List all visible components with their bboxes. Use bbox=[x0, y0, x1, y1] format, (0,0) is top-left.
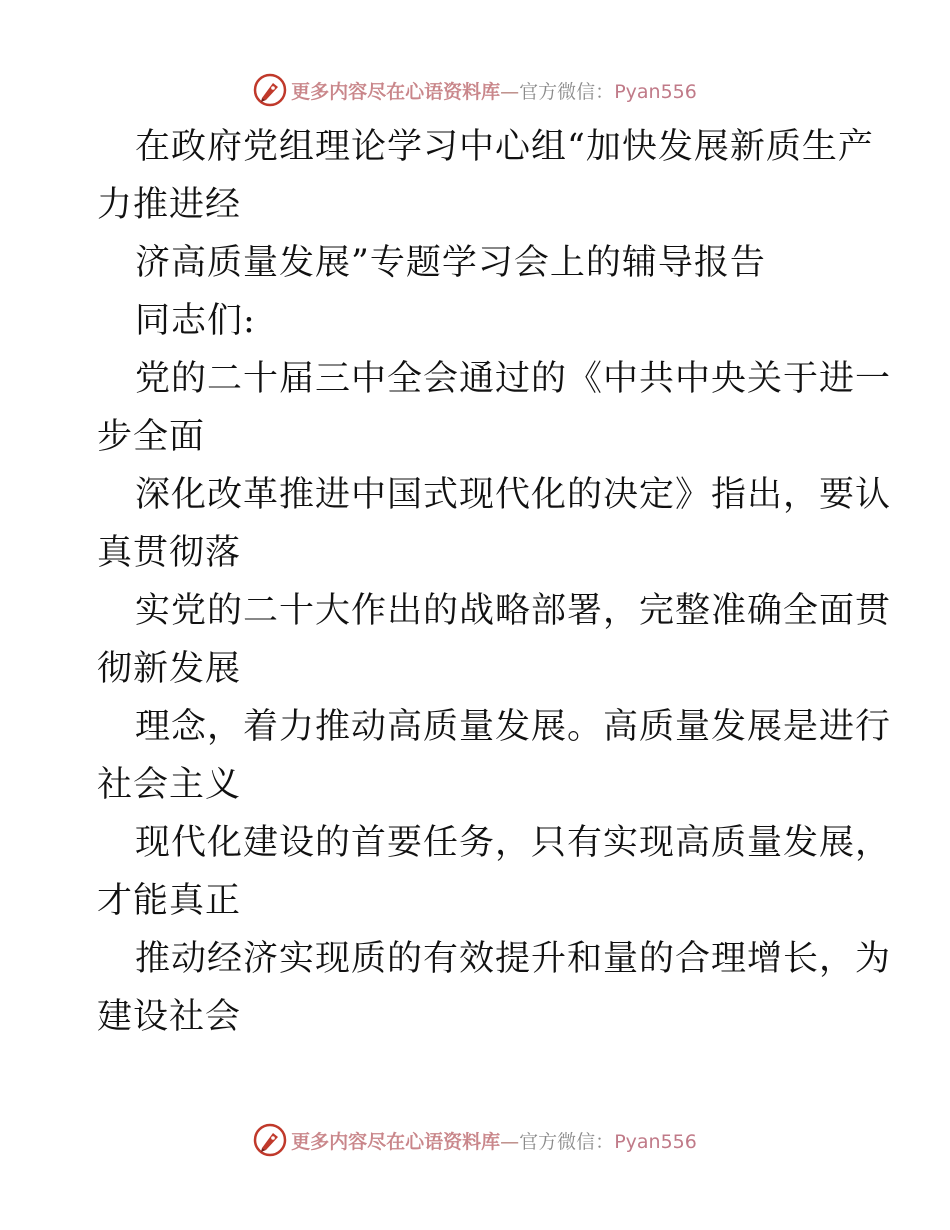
document-line: 济高质量发展”专题学习会上的辅导报告 bbox=[135, 243, 766, 283]
document-line: 社会主义 bbox=[97, 765, 242, 805]
pen-nib-logo-icon bbox=[253, 73, 287, 107]
document-line: 才能真正 bbox=[97, 881, 242, 921]
document-line: 步全面 bbox=[97, 417, 206, 457]
footer-banner bbox=[0, 1120, 950, 1160]
header-wechat-id: Pyan556 bbox=[614, 80, 697, 103]
footer-banner-text bbox=[291, 1127, 697, 1154]
document-line: 在政府党组理论学习中心组“加快发展新质生产 bbox=[135, 127, 874, 167]
header-official-wechat: 官方微信： bbox=[519, 80, 615, 103]
document-body bbox=[97, 118, 892, 1046]
document-line: 真贯彻落 bbox=[97, 533, 242, 573]
document-line: 同志们: bbox=[135, 301, 256, 341]
footer-library-text: 更多内容尽在心语资料库 bbox=[291, 1130, 501, 1153]
document-line: 推动经济实现质的有效提升和量的合理增长，为 bbox=[135, 939, 892, 979]
document-line: 建设社会 bbox=[97, 997, 242, 1037]
document-line: 理念，着力推动高质量发展。高质量发展是进行 bbox=[135, 707, 892, 747]
header-library-text: 更多内容尽在心语资料库 bbox=[291, 80, 501, 103]
document-line: 深化改革推进中国式现代化的决定》指出，要认 bbox=[135, 475, 892, 515]
document-line: 力推进经 bbox=[97, 185, 242, 225]
document-line: 现代化建设的首要任务，只有实现高质量发展， bbox=[135, 823, 892, 863]
pen-nib-logo-icon bbox=[253, 1123, 287, 1157]
footer-wechat-id: Pyan556 bbox=[614, 1130, 697, 1153]
header-banner-text bbox=[291, 77, 697, 104]
document-line: 党的二十届三中全会通过的《中共中央关于进一 bbox=[135, 359, 892, 399]
footer-dash: — bbox=[500, 1130, 520, 1153]
header-banner bbox=[0, 70, 950, 110]
header-dash: — bbox=[500, 80, 520, 103]
footer-official-wechat: 官方微信： bbox=[519, 1130, 615, 1153]
document-line: 彻新发展 bbox=[97, 649, 242, 689]
document-line: 实党的二十大作出的战略部署，完整准确全面贯 bbox=[135, 591, 892, 631]
